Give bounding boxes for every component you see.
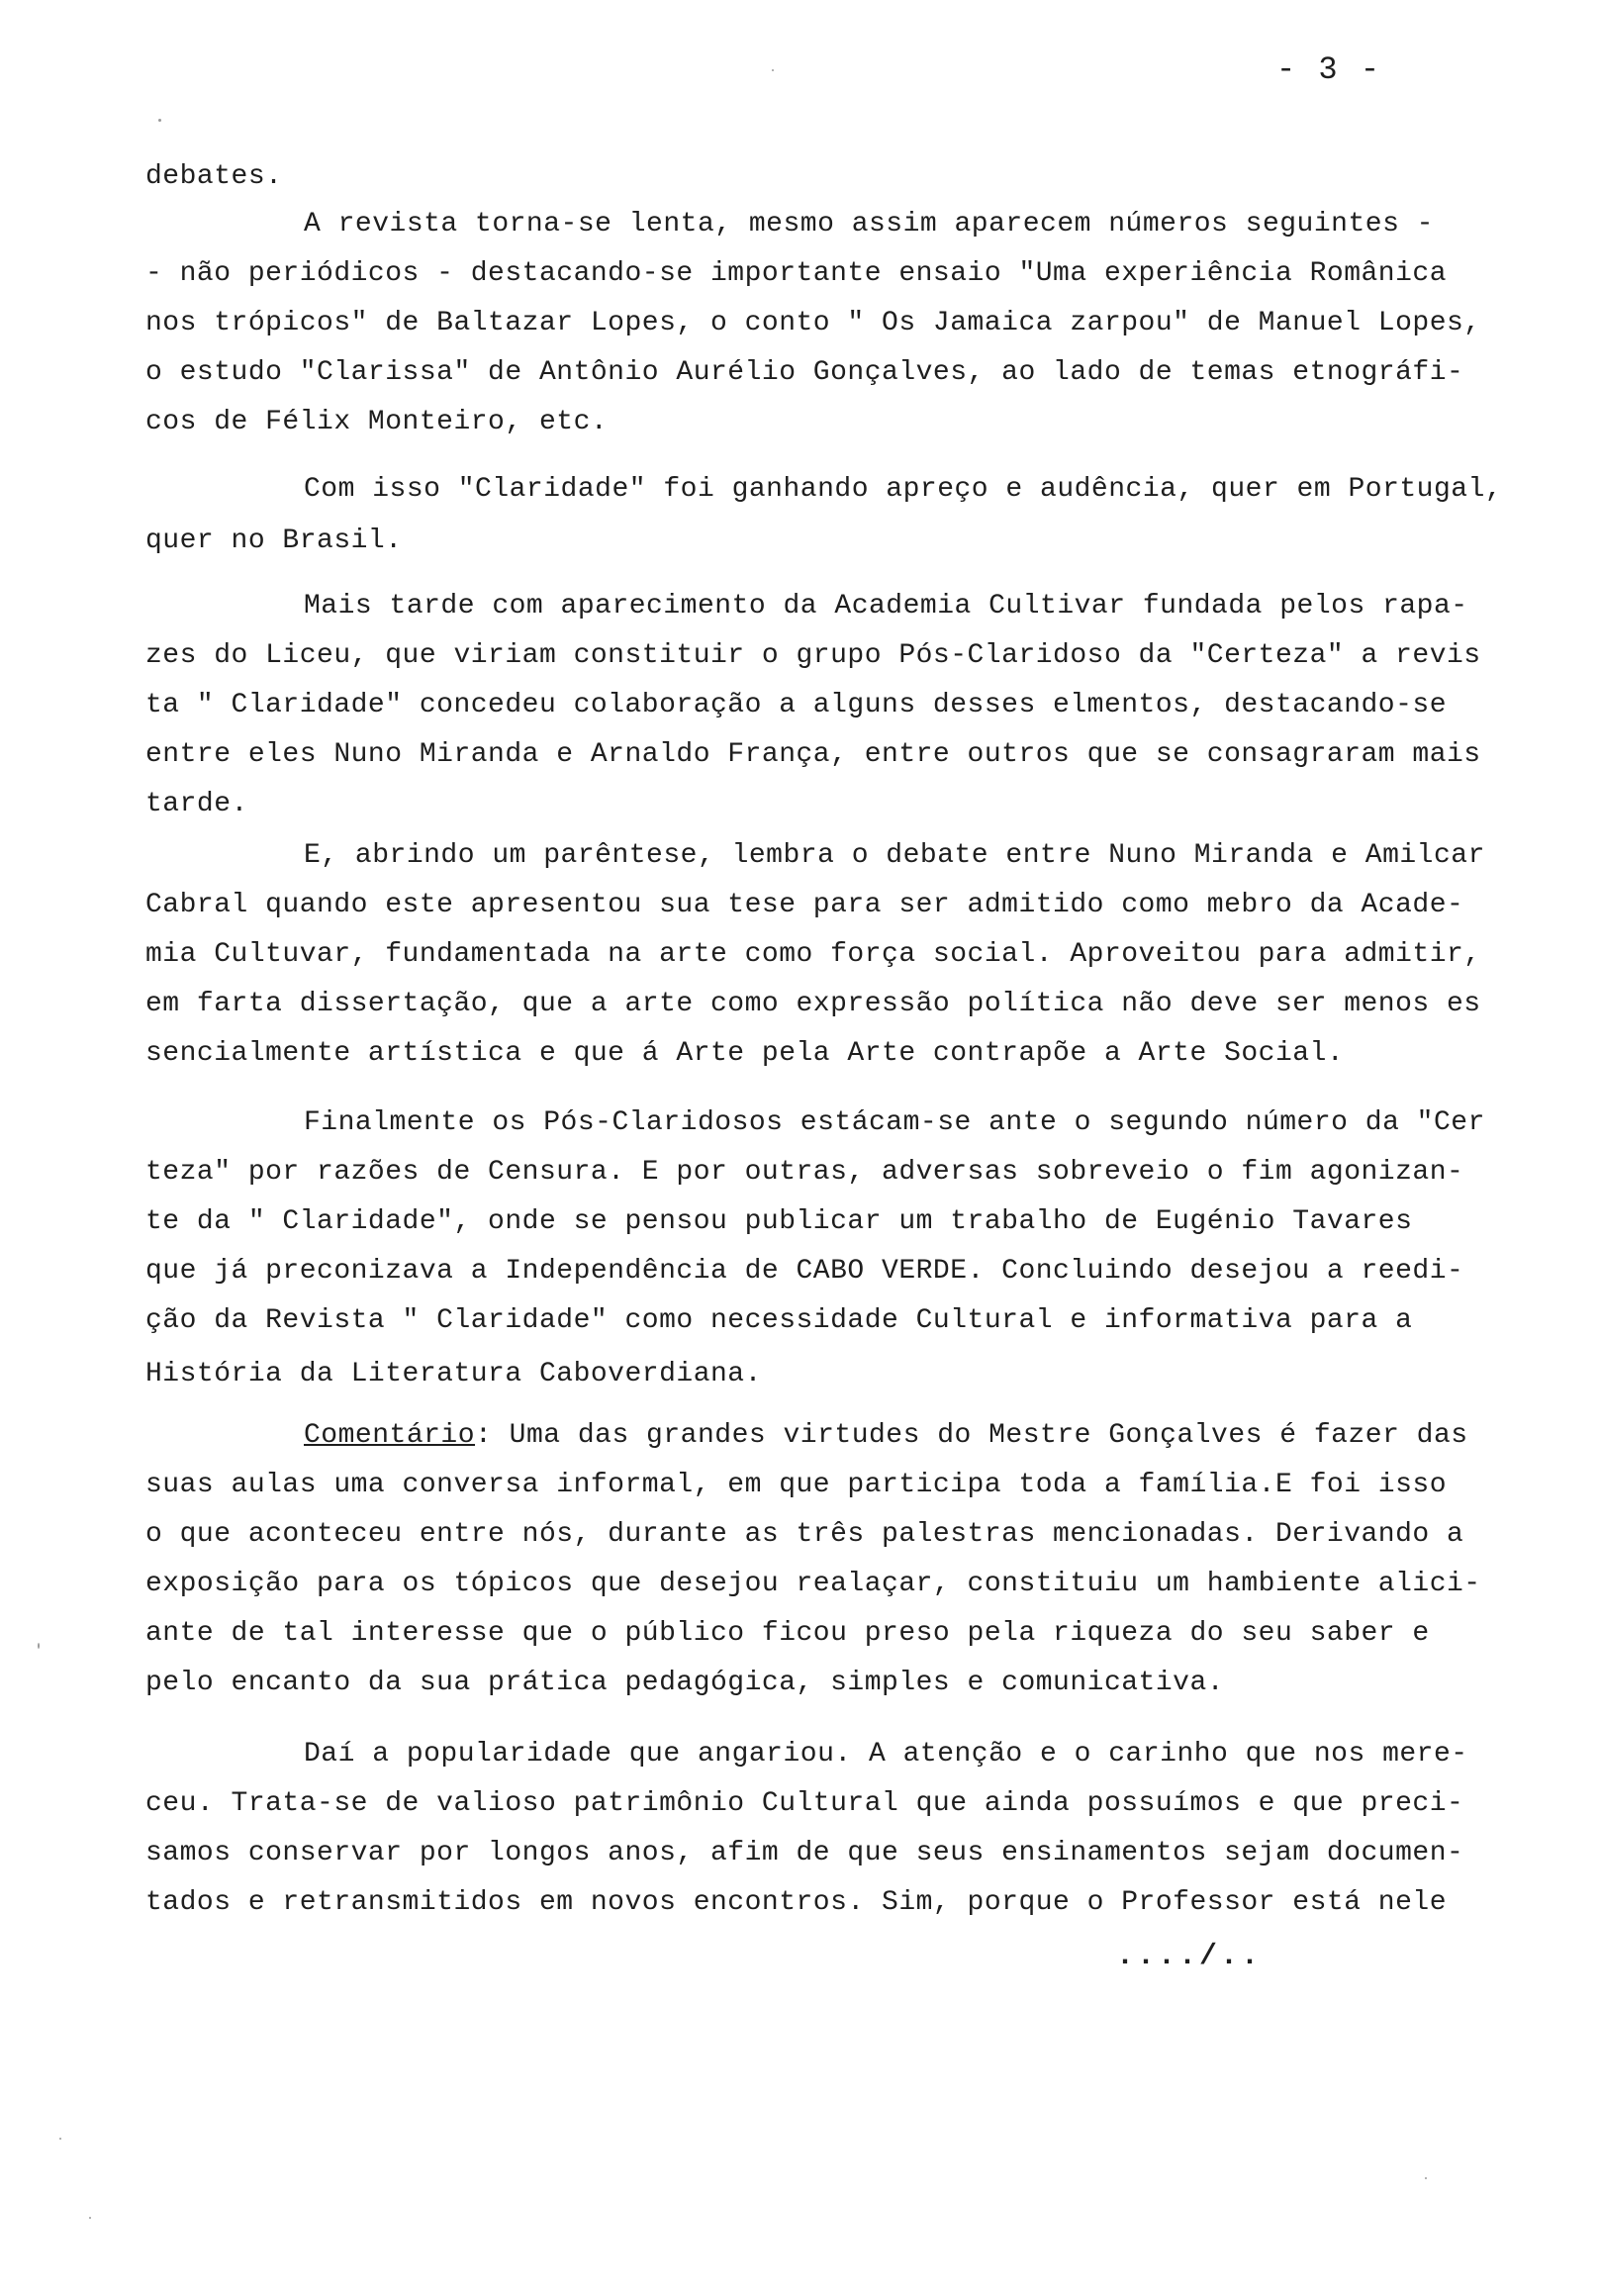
text-line: mia Cultuvar, fundamentada na arte como força social. Aproveitou para admitir, [145,939,1481,970]
text-line: exposição para os tópicos que desejou realaçar, constituiu um hambiente alici- [145,1569,1481,1599]
text-line: ção da Revista " Claridade" como necessidade Cultural e informativa para a [145,1305,1413,1336]
text-line: Mais tarde com aparecimento da Academia Cultivar fundada pelos rapa- [304,591,1468,622]
text-line: suas aulas uma conversa informal, em que participa toda a família.E foi isso [145,1470,1448,1500]
text-line: o que aconteceu entre nós, durante as três palestras mencionadas. Derivando a [145,1519,1464,1550]
scan-speck [1425,2177,1427,2179]
text-line: teza" por razões de Censura. E por outras, adversas sobreveio o fim agonizan- [145,1157,1464,1188]
scan-speck [38,1643,40,1649]
text-line: E, abrindo um parêntese, lembra o debate entre Nuno Miranda e Amilcar [304,840,1485,871]
text-line: A revista torna-se lenta, mesmo assim aparecem números seguintes - [304,209,1434,239]
continuation-mark: ..../.. [1116,1940,1263,1973]
text-line: samos conservar por longos anos, afim de que seus ensinamentos sejam documen- [145,1838,1464,1868]
text-line: - não periódicos - destacando-se importante ensaio "Uma experiência Românica [145,258,1448,289]
text-line: ta " Claridade" concedeu colaboração a alguns desses elmentos, destacando-se [145,690,1448,720]
text-line: nos trópicos" de Baltazar Lopes, o conto " Os Jamaica zarpou" de Manuel Lopes, [145,308,1481,338]
text-line: Finalmente os Pós-Claridosos estácam-se ante o segundo número da "Cer [304,1107,1485,1138]
text-line: Cabral quando este apresentou sua tese para ser admitido como mebro da Acade- [145,890,1464,920]
scan-speck [772,69,774,71]
text-line: em farta dissertação, que a arte como expressão política não deve ser menos es [145,989,1481,1019]
text-line: ante de tal interesse que o público ficou preso pela riqueza do seu saber e [145,1618,1430,1649]
text-line: quer no Brasil. [145,526,403,556]
text-line: que já preconizava a Independência de CABO VERDE. Concluindo desejou a reedi- [145,1256,1464,1287]
text-line: entre eles Nuno Miranda e Arnaldo França, entre outros que se consagraram mais [145,739,1481,770]
text-line: cos de Félix Monteiro, etc. [145,407,609,437]
text-line: História da Literatura Caboverdiana. [145,1359,762,1389]
text-line: sencialmente artística e que á Arte pela Arte contrapõe a Arte Social. [145,1038,1345,1069]
comment-heading: Comentário [304,1420,476,1451]
text-line: debates. [145,161,283,192]
text-line: tarde. [145,789,248,819]
scan-speck [89,2217,91,2219]
scan-speck [158,119,161,122]
text-line: zes do Liceu, que viriam constituir o grupo Pós-Claridoso da "Certeza" a revis [145,640,1481,671]
text-line: tados e retransmitidos em novos encontros. Sim, porque o Professor está nele [145,1887,1448,1918]
text-line: pelo encanto da sua prática pedagógica, simples e comunicativa. [145,1668,1225,1698]
text-line: te da " Claridade", onde se pensou publicar um trabalho de Eugénio Tavares [145,1206,1413,1237]
text-line: Comentário: Uma das grandes virtudes do Mestre Gonçalves é fazer das [304,1420,1468,1451]
page-number: - 3 - [1276,51,1382,88]
text-line: Com isso "Claridade" foi ganhando apreço e audência, quer em Portugal, [304,474,1503,505]
scan-speck [59,2138,61,2140]
text-line: ceu. Trata-se de valioso patrimônio Cultural que ainda possuímos e que preci- [145,1788,1464,1819]
text-line: Daí a popularidade que angariou. A atenção e o carinho que nos mere- [304,1739,1468,1770]
text-line: o estudo "Clarissa" de Antônio Aurélio Gonçalves, ao lado de temas etnográfi- [145,357,1464,388]
